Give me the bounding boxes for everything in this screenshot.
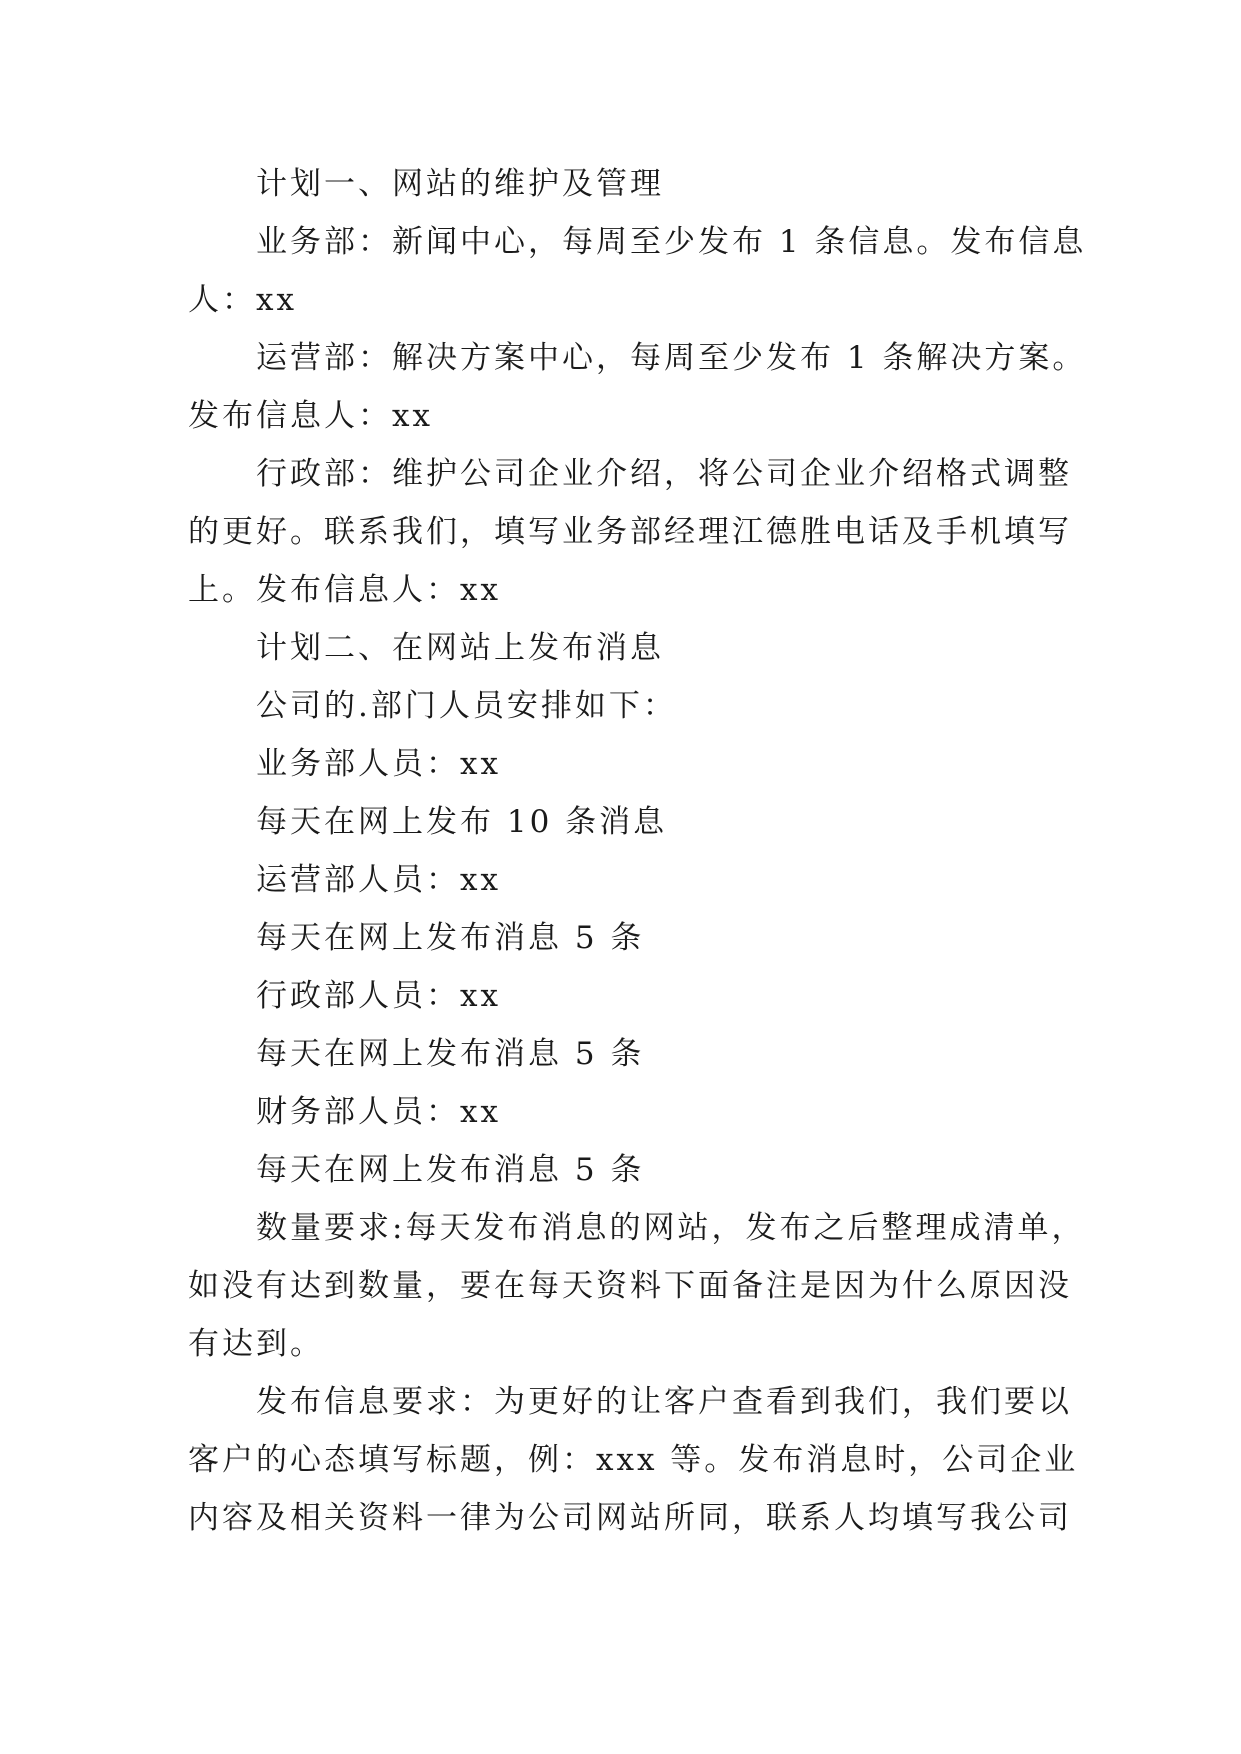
paragraph-line: 有达到。 <box>188 1326 324 1362</box>
list-item: 每天在网上发布消息 5 条 <box>256 1036 645 1072</box>
list-item: 行政部人员：xx <box>256 978 501 1014</box>
paragraph-line: 数量要求:每天发布消息的网站，发布之后整理成清单， <box>256 1210 1086 1246</box>
list-item: 每天在网上发布消息 5 条 <box>256 920 645 956</box>
list-item: 每天在网上发布 10 条消息 <box>256 804 668 840</box>
paragraph-line: 发布信息人：xx <box>188 398 433 434</box>
heading-plan-two: 计划二、在网站上发布消息 <box>256 630 664 666</box>
paragraph-line: 人：xx <box>188 282 297 318</box>
list-item: 业务部人员：xx <box>256 746 501 782</box>
list-item: 财务部人员：xx <box>256 1094 501 1130</box>
paragraph-line: 运营部：解决方案中心，每周至少发布 1 条解决方案。 <box>256 340 1087 376</box>
paragraph-line: 业务部：新闻中心，每周至少发布 1 条信息。发布信息 <box>256 224 1087 260</box>
paragraph-line: 公司的.部门人员安排如下： <box>256 688 677 724</box>
paragraph-line: 客户的心态填写标题，例：xxx 等。发布消息时，公司企业 <box>188 1442 1079 1478</box>
heading-plan-one: 计划一、网站的维护及管理 <box>256 166 664 202</box>
paragraph-line: 如没有达到数量，要在每天资料下面备注是因为什么原因没 <box>188 1268 1072 1304</box>
paragraph-line: 上。发布信息人：xx <box>188 572 501 608</box>
list-item: 运营部人员：xx <box>256 862 501 898</box>
paragraph-line: 的更好。联系我们，填写业务部经理江德胜电话及手机填写 <box>188 514 1072 550</box>
paragraph-line: 内容及相关资料一律为公司网站所同，联系人均填写我公司 <box>188 1500 1072 1536</box>
list-item: 每天在网上发布消息 5 条 <box>256 1152 645 1188</box>
paragraph-line: 行政部：维护公司企业介绍，将公司企业介绍格式调整 <box>256 456 1072 492</box>
paragraph-line: 发布信息要求：为更好的让客户查看到我们，我们要以 <box>256 1384 1072 1420</box>
